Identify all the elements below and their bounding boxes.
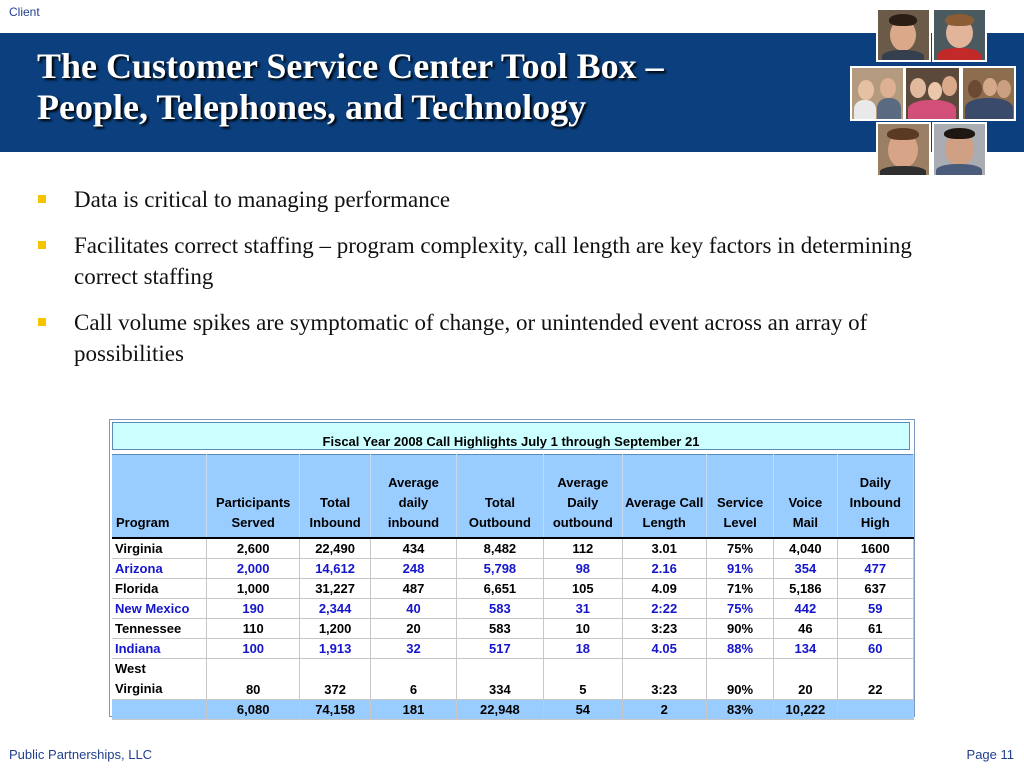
call-highlights-table-box <box>109 419 915 717</box>
table-cell: 517 <box>456 639 543 659</box>
table-cell: 6,080 <box>207 700 299 720</box>
table-cell: 181 <box>371 700 456 720</box>
table-cell: 442 <box>774 599 837 619</box>
table-cell: 90% <box>706 619 773 639</box>
table-cell: 6 <box>371 659 456 700</box>
table-cell: 190 <box>207 599 299 619</box>
table-cell: 4,040 <box>774 538 837 559</box>
table-cell: 5 <box>544 659 622 700</box>
table-cell: 334 <box>456 659 543 700</box>
table-cell: 637 <box>837 579 913 599</box>
table-cell: 74,158 <box>299 700 370 720</box>
table-cell: 110 <box>207 619 299 639</box>
program-line-1: West <box>115 661 146 676</box>
table-row <box>112 599 914 619</box>
header-program: Program <box>112 455 207 539</box>
header-average-call-length: Average Call Length <box>622 455 706 539</box>
table-cell: 112 <box>544 538 622 559</box>
bullet-item <box>38 184 978 215</box>
table-cell: 71% <box>706 579 773 599</box>
table-cell: 20 <box>774 659 837 700</box>
table-cell: 3:23 <box>622 659 706 700</box>
photo-boy-red-shirt <box>932 8 987 62</box>
table-cell: 61 <box>837 619 913 639</box>
table-cell: 2:22 <box>622 599 706 619</box>
table-cell <box>837 700 913 720</box>
table-cell: 60 <box>837 639 913 659</box>
footer-company: Public Partnerships, LLC <box>9 747 153 762</box>
table-cell: 3.01 <box>622 538 706 559</box>
header-voice-mail: Voice Mail <box>774 455 837 539</box>
photo-man-hair-parted <box>876 122 931 177</box>
bullet-text: Data is critical to managing performance <box>74 187 451 212</box>
table-cell: 434 <box>371 538 456 559</box>
program-line-2: Virginia <box>115 681 163 696</box>
header-average-daily-outbound: Average Daily outbound <box>544 455 622 539</box>
table-cell: 2.16 <box>622 559 706 579</box>
table-cell: 372 <box>299 659 370 700</box>
table-cell: 75% <box>706 599 773 619</box>
table-cell: 54 <box>544 700 622 720</box>
bullet-marker <box>38 195 46 203</box>
header-average-daily-inbound: Average daily inbound <box>371 455 456 539</box>
table-cell: 31,227 <box>299 579 370 599</box>
table-cell: 5,186 <box>774 579 837 599</box>
program-cell: Florida <box>112 579 207 599</box>
table-cell: 46 <box>774 619 837 639</box>
table-cell: 4.05 <box>622 639 706 659</box>
title-line-1: The Customer Service Center Tool Box – <box>37 46 664 86</box>
program-cell: New Mexico <box>112 599 207 619</box>
table-cell: 32 <box>371 639 456 659</box>
table-title: Fiscal Year 2008 Call Highlights July 1 through September 21 <box>112 422 910 450</box>
bullet-text: Facilitates correct staffing – program complexity, call length are key factors in determining correct staffing <box>74 233 912 289</box>
slide-title <box>37 46 837 128</box>
bullet-text: Call volume spikes are symptomatic of change, or unintended event across an array of possibilities <box>74 310 868 366</box>
table-row <box>112 639 914 659</box>
table-cell: 83% <box>706 700 773 720</box>
table-cell: 6,651 <box>456 579 543 599</box>
table-cell: 59 <box>837 599 913 619</box>
table-cell: 22,948 <box>456 700 543 720</box>
bullet-marker <box>38 241 46 249</box>
table-cell: 40 <box>371 599 456 619</box>
photo-man-glasses <box>932 122 987 177</box>
table-cell: 2,344 <box>299 599 370 619</box>
table-cell: 3:23 <box>622 619 706 639</box>
client-label: Client <box>9 5 40 19</box>
photo-man-smiling <box>876 8 931 62</box>
table-cell: 80 <box>207 659 299 700</box>
photo-couple <box>850 66 905 121</box>
table-cell: 10,222 <box>774 700 837 720</box>
table-cell: 31 <box>544 599 622 619</box>
table-cell: 2,000 <box>207 559 299 579</box>
table-cell: 2,600 <box>207 538 299 559</box>
photo-family <box>904 66 961 121</box>
table-cell: 487 <box>371 579 456 599</box>
table-cell: 14,612 <box>299 559 370 579</box>
table-row <box>112 559 914 579</box>
table-row <box>112 538 914 559</box>
table-cell: 18 <box>544 639 622 659</box>
footer-page-number: Page 11 <box>966 747 1014 762</box>
table-cell: 100 <box>207 639 299 659</box>
header-service-level: Service Level <box>706 455 773 539</box>
header-participants-served: Participants Served <box>207 455 299 539</box>
table-cell: 88% <box>706 639 773 659</box>
call-highlights-table <box>112 454 914 720</box>
table-row <box>112 619 914 639</box>
table-cell: 75% <box>706 538 773 559</box>
table-cell: 105 <box>544 579 622 599</box>
bullet-item <box>38 230 978 292</box>
program-cell: Indiana <box>112 639 207 659</box>
table-cell: 354 <box>774 559 837 579</box>
table-cell: 5,798 <box>456 559 543 579</box>
table-cell: 134 <box>774 639 837 659</box>
table-cell: 248 <box>371 559 456 579</box>
table-cell <box>112 700 207 720</box>
header-daily-inbound-high: Daily Inbound High <box>837 455 913 539</box>
header-total-outbound: Total Outbound <box>456 455 543 539</box>
program-cell: Arizona <box>112 559 207 579</box>
table-cell: 2 <box>622 700 706 720</box>
bullet-marker <box>38 318 46 326</box>
table-cell: 20 <box>371 619 456 639</box>
program-cell: Tennessee <box>112 619 207 639</box>
bullet-list <box>38 184 978 384</box>
table-cell: 22 <box>837 659 913 700</box>
table-cell: 1,200 <box>299 619 370 639</box>
table-cell: 1,000 <box>207 579 299 599</box>
photo-group <box>961 66 1016 121</box>
table-row <box>112 659 914 700</box>
table-cell: 4.09 <box>622 579 706 599</box>
table-cell: 8,482 <box>456 538 543 559</box>
table-cell: 98 <box>544 559 622 579</box>
program-cell: Virginia <box>112 538 207 559</box>
table-cell: 90% <box>706 659 773 700</box>
table-row <box>112 579 914 599</box>
bullet-item <box>38 307 978 369</box>
table-cell: 10 <box>544 619 622 639</box>
table-cell: 477 <box>837 559 913 579</box>
totals-row <box>112 700 914 720</box>
table-cell: 91% <box>706 559 773 579</box>
table-cell: 1,913 <box>299 639 370 659</box>
table-cell: 1600 <box>837 538 913 559</box>
program-cell <box>112 659 207 700</box>
table-cell: 583 <box>456 599 543 619</box>
title-line-2: People, Telephones, and Technology <box>37 87 587 127</box>
header-total-inbound: Total Inbound <box>299 455 370 539</box>
table-cell: 22,490 <box>299 538 370 559</box>
table-cell: 583 <box>456 619 543 639</box>
